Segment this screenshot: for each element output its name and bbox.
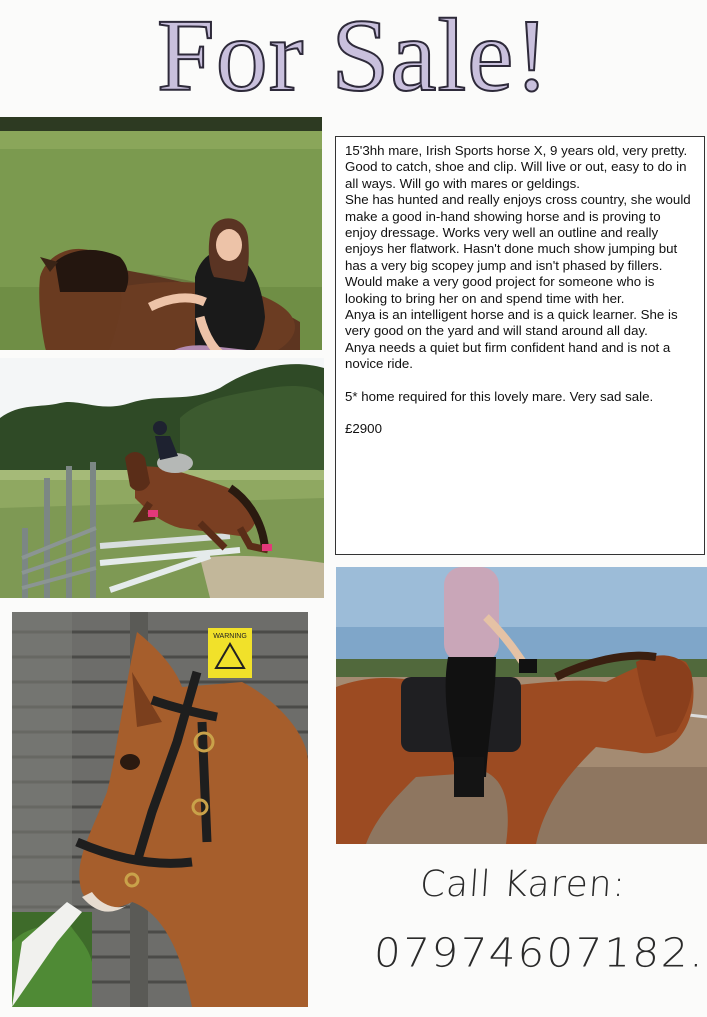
photo-horse-head-bridle: [12, 612, 308, 1007]
advert-intro: 15'3hh mare, Irish Sports horse X, 9 years old, very pretty. Good to catch, shoe and clip. Will live or out, easy to do in all ways. Will go with mares or geldings.: [345, 143, 688, 191]
advert-description: [335, 136, 705, 555]
photo-rider-on-horse: [336, 567, 707, 844]
photo-horse-jumping: [0, 358, 324, 598]
contact-phone-number: 07974607182.: [372, 929, 707, 976]
advert-price: £2900: [345, 421, 382, 437]
paragraph-gap: [345, 373, 694, 389]
advert-handling: Anya needs a quiet but firm confident hand and is not a novice ride.: [345, 339, 671, 372]
page-title: For Sale!: [156, 0, 551, 113]
paragraph-gap: [345, 405, 694, 421]
advert-temperament: Anya is an intelligent horse and is a quick learner. She is very good on the yard and will stand around all day.: [345, 307, 678, 339]
contact-name: Call Karen:: [418, 864, 628, 905]
advert-experience: She has hunted and really enjoys cross country, she would make a good in-hand showing horse and is proving to enjoy dressage. Works very well an outline and really enjoys her flatwork. Hasn't done much show jumping but has a very big scopey jump and isn't phased by fillers. Would make a very good project for someone who is looking to bring her on and spend time with her.: [345, 192, 691, 306]
photo-horse-lying-with-rider: [0, 117, 322, 350]
warning-sign-text: WARNING: [213, 633, 247, 640]
advert-home-required: 5* home required for this lovely mare. Very sad sale.: [345, 388, 654, 404]
